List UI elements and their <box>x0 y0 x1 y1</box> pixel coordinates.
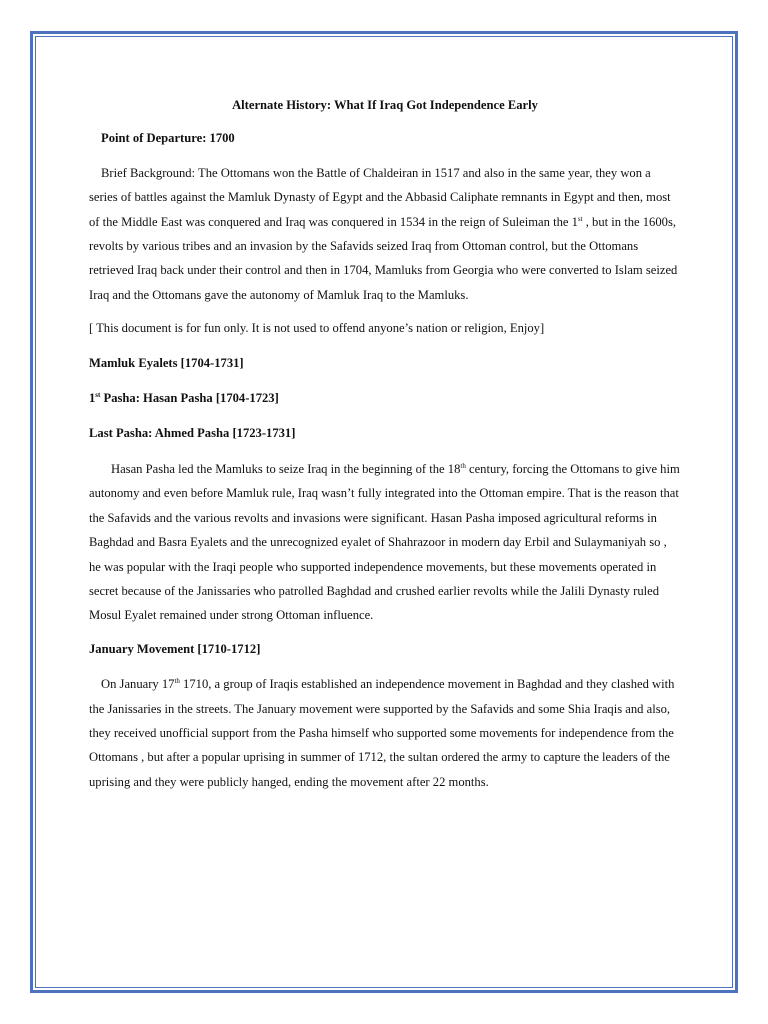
point-of-departure: Point of Departure: 1700 <box>101 131 235 146</box>
document-body <box>89 93 681 803</box>
january-text-2: 1710, a group of Iraqis established an independence movement in Baghdad and they clashed with the Janissaries in the streets. The January movement were supported by the Safavids and some Shia Iraqis and also, they received unofficial support from the Pasha himself who supported some movements for independence from the Ottomans , but after a popular uprising in summer of 1712, the sultan ordered the army to capture the leaders of the uprising and they were publicly hanged, ending the movement after 22 months. <box>89 677 675 789</box>
heading-january-movement: January Movement [1710-1712] <box>89 641 261 656</box>
january-superscript: th <box>174 677 180 686</box>
disclaimer: [ This document is for fun only. It is not used to offend anyone’s nation or religion, Enjoy] <box>89 321 545 336</box>
background-text-2: , but in the 1600s, revolts by various tribes and an invasion by the Safavids seized Iraq from Ottoman control, but the Ottomans retrieved Iraq back under their control and then in 1704, Mamluks from Georgia who were converted to Islam seized Iraq and the Ottomans gave the autonomy of Mamluk Iraq to the Mamluks. <box>89 214 678 302</box>
hasan-text-1: Hasan Pasha led the Mamluks to seize Iraq in the beginning of the 18 <box>111 461 461 476</box>
heading-mamluk-eyalets: Mamluk Eyalets [1704-1731] <box>89 355 244 370</box>
hasan-text-2: century, forcing the Ottomans to give him autonomy and even before Mamluk rule, Iraq wasn’t fully integrated into the Ottoman empire. That is the reason that the Safavids and the various revolts and invasions were significant. Hasan Pasha imposed agricultural reforms in Baghdad and Basra Eyalets and the unrecognized eyalet of Shahrazoor in modern day Erbil and Sulaymaniyah so , he was popular with the Iraqi people who supported independence movements, but these movements operated in secret because of the Janissaries who patrolled Baghdad and crushed earlier revolts while the Jalili Dynasty ruled Mosul Eyalet remained under strong Ottoman influence. <box>89 461 680 623</box>
heading-first-pasha <box>89 386 681 410</box>
january-text-1: On January 17 <box>101 677 175 692</box>
heading-last-pasha: Last Pasha: Ahmed Pasha [1723-1731] <box>89 426 296 441</box>
background-text-1: Brief Background: The Ottomans won the Battle of Chaldeiran in 1517 and also in the same year, they won a series of battles against the Mamluk Dynasty of Egypt and the Abbasid Caliphate remnants in Egypt and then, most of the Middle East was conquered and Iraq was conquered in 1534 in the reign of Suleiman the 1 <box>89 165 671 229</box>
hasan-pasha-paragraph <box>89 457 681 628</box>
background-paragraph <box>89 161 681 307</box>
document-title: Alternate History: What If Iraq Got Independence Early <box>232 98 538 112</box>
first-pasha-text: Pasha: Hasan Pasha [1704-1723] <box>100 391 279 406</box>
first-pasha-number: 1 <box>89 391 96 406</box>
hasan-superscript: th <box>460 461 466 470</box>
january-movement-paragraph <box>89 672 681 794</box>
first-pasha-superscript: st <box>95 391 101 400</box>
background-superscript: st <box>577 214 583 223</box>
